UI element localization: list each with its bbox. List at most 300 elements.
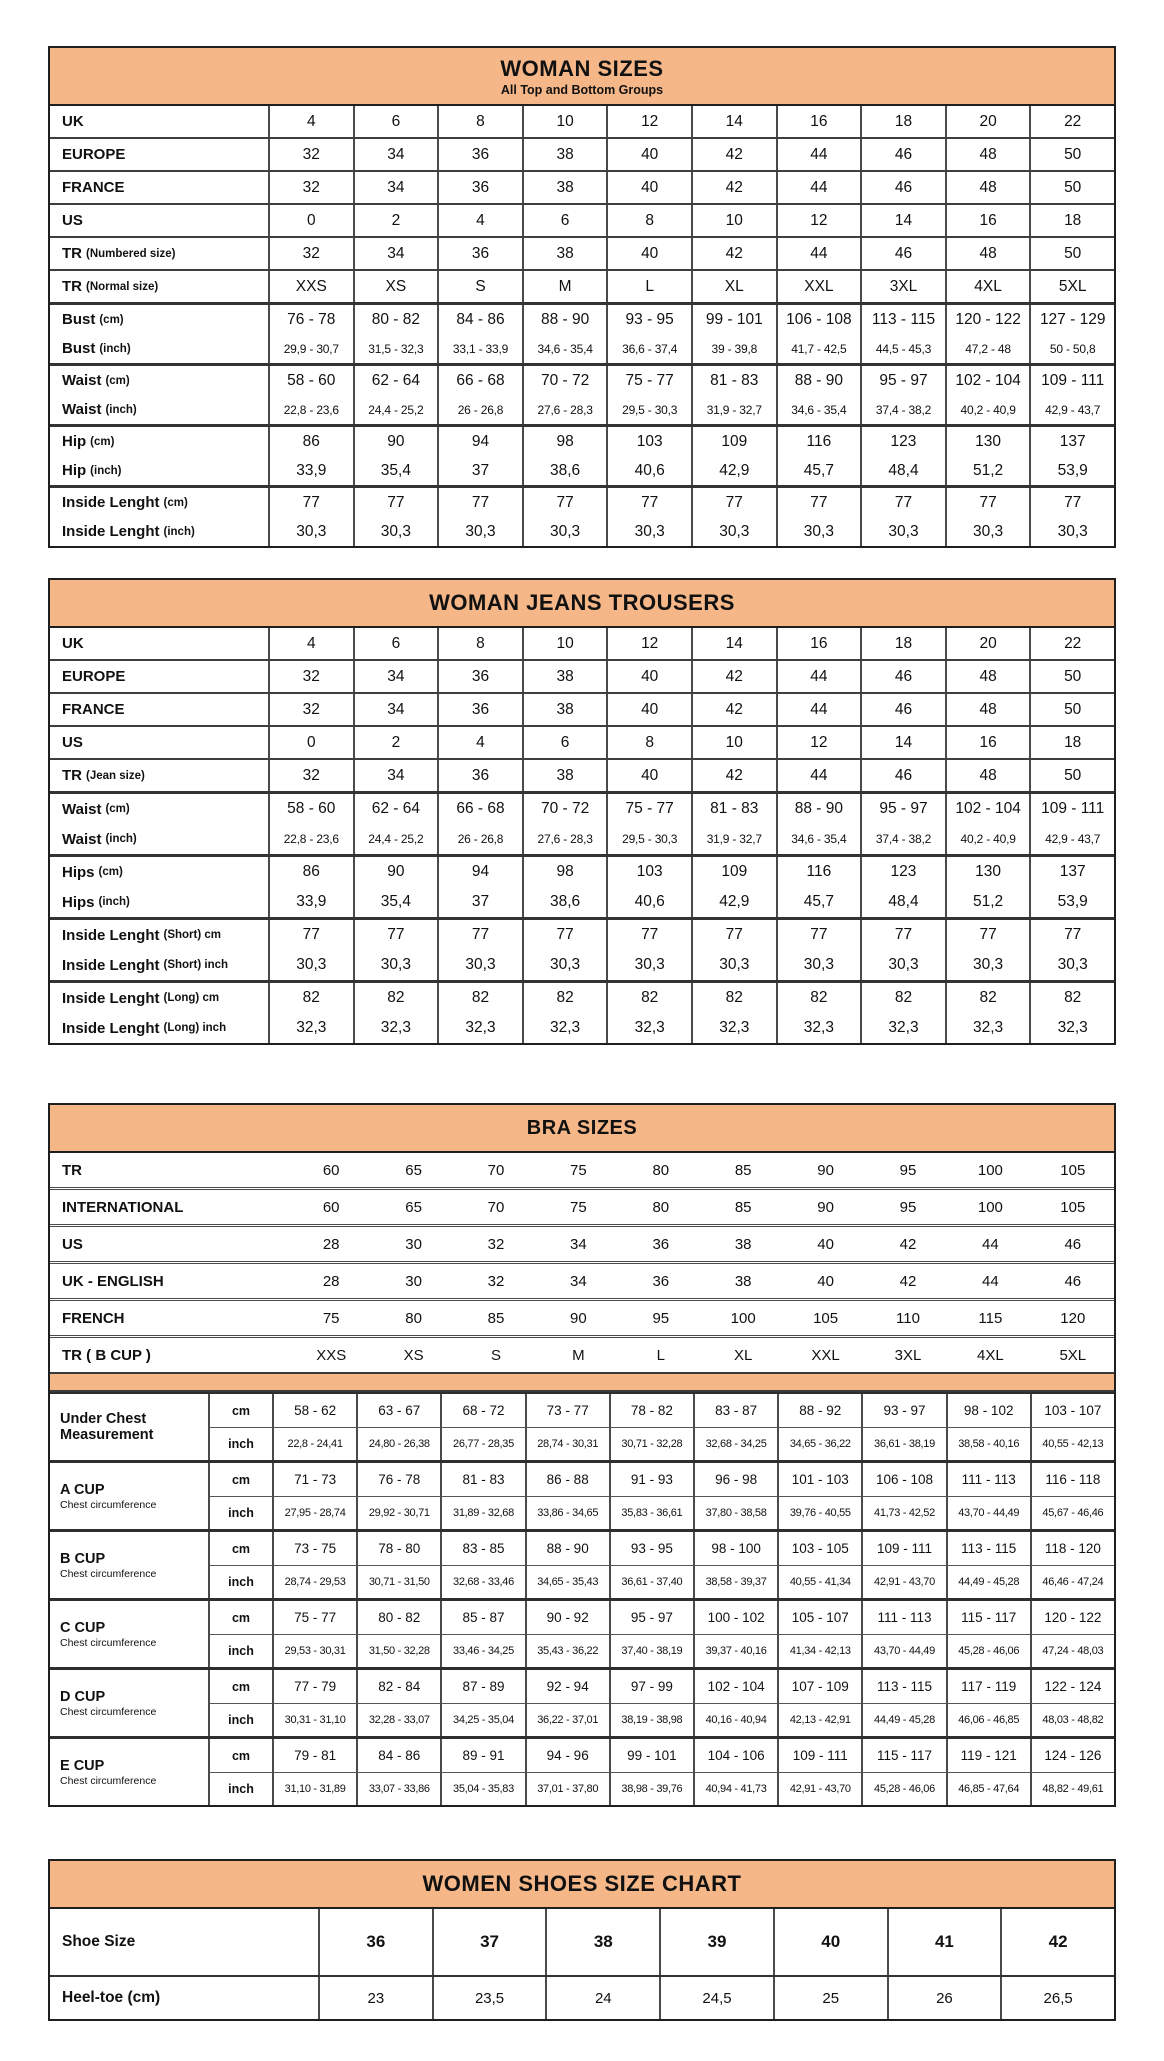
- unit-label: cm: [208, 1670, 272, 1703]
- table-row: [50, 659, 1114, 692]
- row-label: TR: [62, 1161, 82, 1179]
- cell: 66 - 68: [437, 794, 522, 824]
- cell: 40: [773, 1909, 887, 1975]
- cell: 38,19 - 38,98: [609, 1703, 693, 1736]
- cell: 116: [776, 857, 861, 887]
- cell: 62 - 64: [353, 366, 438, 395]
- cell: 6: [522, 727, 607, 758]
- cell: 24,5: [659, 1977, 773, 2019]
- row-label: Inside Lenght (Long) cm: [62, 989, 220, 1007]
- cell: 73 - 75: [272, 1532, 356, 1565]
- cell: 40: [606, 760, 691, 791]
- cell: 82: [860, 983, 945, 1013]
- cell: 97 - 99: [609, 1670, 693, 1703]
- table-row: [50, 334, 1114, 363]
- cell: 46: [1064, 1272, 1082, 1290]
- cell: 80: [652, 1161, 670, 1179]
- row-label: FRANCE: [62, 179, 125, 196]
- cell: 82: [353, 983, 438, 1013]
- cell: 32: [268, 139, 353, 170]
- woman-sizes-rows: [50, 106, 1114, 546]
- cell: 32,3: [606, 1013, 691, 1043]
- cell: 76 - 78: [268, 305, 353, 334]
- cell: 32: [268, 238, 353, 269]
- cell: 91 - 93: [609, 1463, 693, 1496]
- cell: 32,28 - 33,07: [356, 1703, 440, 1736]
- table-row: [50, 302, 1114, 334]
- cell: 118 - 120: [1030, 1532, 1114, 1565]
- table-row: [50, 1153, 1114, 1187]
- cell: 8: [606, 205, 691, 236]
- cell: 84 - 86: [437, 305, 522, 334]
- table-row: [50, 456, 1114, 485]
- cell: 106 - 108: [776, 305, 861, 334]
- cell: 65: [405, 1161, 422, 1179]
- cell: 38: [522, 661, 607, 692]
- cell: XS: [403, 1346, 424, 1364]
- cell: 45,7: [776, 456, 861, 485]
- bra-title-band: [50, 1105, 1114, 1153]
- cell: 111 - 113: [946, 1463, 1030, 1496]
- woman-sizes-table: [48, 46, 1116, 548]
- cell: 26,5: [1000, 1977, 1114, 2019]
- bra-group: [50, 1667, 1114, 1736]
- cell: 37,80 - 38,58: [693, 1496, 777, 1529]
- cell: 78 - 82: [609, 1394, 693, 1427]
- shoes-title-band: [50, 1861, 1114, 1909]
- cell: 34: [353, 661, 438, 692]
- cell: 50: [1029, 139, 1114, 170]
- cell: 42,9: [691, 887, 776, 917]
- cell: 32,3: [945, 1013, 1030, 1043]
- cell: 32,68 - 34,25: [693, 1427, 777, 1460]
- cell: 30,3: [1029, 517, 1114, 546]
- cell: 40,16 - 40,94: [693, 1703, 777, 1736]
- cell: 60: [322, 1198, 340, 1216]
- bra-sizes-table: [48, 1103, 1116, 1807]
- cell: 50: [1029, 172, 1114, 203]
- cell: 30,3: [776, 950, 861, 980]
- cell: 34,6 - 35,4: [776, 824, 861, 854]
- cell: XS: [353, 271, 438, 302]
- table-row: [50, 917, 1114, 950]
- row-label: Hips (inch): [62, 893, 130, 911]
- unit-label: inch: [208, 1634, 272, 1667]
- cell: 109 - 111: [777, 1739, 861, 1772]
- unit-label: cm: [208, 1601, 272, 1634]
- cell: 30,3: [691, 950, 776, 980]
- cell: 34: [570, 1235, 587, 1253]
- cell: 46: [860, 760, 945, 791]
- cell: 81 - 83: [691, 366, 776, 395]
- cell: 45,28 - 46,06: [946, 1634, 1030, 1667]
- cell: 48,82 - 49,61: [1030, 1772, 1114, 1805]
- cell: 46: [1064, 1235, 1082, 1253]
- cell: 18: [860, 628, 945, 659]
- woman-sizes-title-band: [50, 48, 1114, 106]
- cell: 31,89 - 32,68: [440, 1496, 524, 1529]
- cell: 22,8 - 23,6: [268, 395, 353, 424]
- jeans-title-band: [50, 580, 1114, 628]
- cell: 30,3: [945, 517, 1030, 546]
- cell: 29,5 - 30,3: [606, 824, 691, 854]
- table-row: [50, 1187, 1114, 1224]
- cell: 77: [522, 488, 607, 517]
- unit-label: inch: [208, 1427, 272, 1460]
- cell: 0: [268, 205, 353, 236]
- row-label: Bust (inch): [62, 340, 131, 357]
- row-label: UK: [62, 113, 84, 130]
- cell: 36: [318, 1909, 432, 1975]
- cell: 103: [606, 857, 691, 887]
- cell: 39: [659, 1909, 773, 1975]
- cell: 41,34 - 42,13: [777, 1634, 861, 1667]
- cell: 35,04 - 35,83: [440, 1772, 524, 1805]
- cell: 36,61 - 37,40: [609, 1565, 693, 1598]
- cell: 31,10 - 31,89: [272, 1772, 356, 1805]
- cell: 90: [353, 427, 438, 456]
- cell: 48,03 - 48,82: [1030, 1703, 1114, 1736]
- cell: 30,3: [353, 950, 438, 980]
- cell: 58 - 62: [272, 1394, 356, 1427]
- cell: 32,3: [353, 1013, 438, 1043]
- table-row: [50, 203, 1114, 236]
- cell: 33,9: [268, 887, 353, 917]
- cell: 130: [945, 427, 1030, 456]
- cell: 36: [437, 139, 522, 170]
- cell: 79 - 81: [272, 1739, 356, 1772]
- cell: 40,2 - 40,9: [945, 395, 1030, 424]
- cell: 40,2 - 40,9: [945, 824, 1030, 854]
- cell: 77: [691, 488, 776, 517]
- cell: M: [522, 271, 607, 302]
- cell: 90: [570, 1309, 587, 1327]
- cell: 40: [606, 139, 691, 170]
- cell: 44,49 - 45,28: [946, 1565, 1030, 1598]
- cell: 106 - 108: [861, 1463, 945, 1496]
- cell: 123: [860, 857, 945, 887]
- cell: 41: [887, 1909, 1001, 1975]
- cell: 14: [860, 205, 945, 236]
- cell: 63 - 67: [356, 1394, 440, 1427]
- cell: 37: [437, 456, 522, 485]
- cell: 80 - 82: [356, 1601, 440, 1634]
- cell: 8: [606, 727, 691, 758]
- cell: L: [606, 271, 691, 302]
- cell: 32,3: [268, 1013, 353, 1043]
- cell: 93 - 95: [606, 305, 691, 334]
- cell: 36,22 - 37,01: [525, 1703, 609, 1736]
- row-label: Waist (cm): [62, 372, 130, 389]
- cell: 2: [353, 727, 438, 758]
- cell: 99 - 101: [609, 1739, 693, 1772]
- cell: 12: [606, 106, 691, 137]
- bra-group: [50, 1736, 1114, 1805]
- cell: 27,6 - 28,3: [522, 395, 607, 424]
- cell: 47,24 - 48,03: [1030, 1634, 1114, 1667]
- cell: 109 - 111: [1029, 794, 1114, 824]
- cell: 102 - 104: [693, 1670, 777, 1703]
- cell: 88 - 90: [776, 794, 861, 824]
- cell: 36,61 - 38,19: [861, 1427, 945, 1460]
- cell: 31,50 - 32,28: [356, 1634, 440, 1667]
- table-row: [50, 824, 1114, 854]
- cell: 77: [437, 488, 522, 517]
- cell: 42: [899, 1235, 917, 1253]
- cell: 51,2: [945, 887, 1030, 917]
- row-label: Under Chest Measurement: [60, 1411, 154, 1443]
- cell: 39,76 - 40,55: [777, 1496, 861, 1529]
- cell: 20: [945, 106, 1030, 137]
- cell: 77: [860, 488, 945, 517]
- cell: 6: [353, 106, 438, 137]
- cell: 24,4 - 25,2: [353, 395, 438, 424]
- cell: 66 - 68: [437, 366, 522, 395]
- cell: 32,3: [860, 1013, 945, 1043]
- cell: 48: [945, 139, 1030, 170]
- cell: 105 - 107: [777, 1601, 861, 1634]
- cell: 77: [353, 488, 438, 517]
- cell: 120 - 122: [945, 305, 1030, 334]
- row-label: FRANCE: [62, 701, 125, 718]
- cell: 22: [1029, 106, 1114, 137]
- cell: 95 - 97: [860, 794, 945, 824]
- cell: 40,94 - 41,73: [693, 1772, 777, 1805]
- cell: 94: [437, 857, 522, 887]
- cell: 40: [817, 1235, 834, 1253]
- cell: 33,46 - 34,25: [440, 1634, 524, 1667]
- cell: 117 - 119: [946, 1670, 1030, 1703]
- cell: S: [490, 1346, 501, 1364]
- cell: 77: [353, 920, 438, 950]
- cell: 10: [691, 205, 776, 236]
- cell: 84 - 86: [356, 1739, 440, 1772]
- cell: 29,92 - 30,71: [356, 1496, 440, 1529]
- cell: 104 - 106: [693, 1739, 777, 1772]
- cell: 12: [776, 727, 861, 758]
- cell: 48,4: [860, 456, 945, 485]
- cell: 22,8 - 24,41: [272, 1427, 356, 1460]
- table-row: [50, 395, 1114, 424]
- cell: 42,9 - 43,7: [1029, 824, 1114, 854]
- row-label: Inside Lenght (cm): [62, 494, 188, 511]
- cell: 77: [945, 488, 1030, 517]
- cell: 92 - 94: [525, 1670, 609, 1703]
- cell: XXS: [316, 1346, 347, 1364]
- shoes-rows: [50, 1909, 1114, 2019]
- row-label: UK - ENGLISH: [62, 1272, 164, 1290]
- cell: 109 - 111: [861, 1532, 945, 1565]
- table-row: [50, 1013, 1114, 1043]
- cell: 30,31 - 31,10: [272, 1703, 356, 1736]
- cell: 38: [522, 172, 607, 203]
- cell: 42: [691, 139, 776, 170]
- row-label: Waist (inch): [62, 401, 137, 418]
- cell: 23,5: [432, 1977, 546, 2019]
- row-label: Shoe Size: [62, 1933, 136, 1950]
- divider-strip: [50, 1372, 1114, 1392]
- cell: 18: [860, 106, 945, 137]
- cell: 88 - 90: [776, 366, 861, 395]
- cell: 14: [691, 106, 776, 137]
- cell: 70: [487, 1198, 505, 1216]
- cell: 90: [817, 1161, 834, 1179]
- cell: 4: [268, 628, 353, 659]
- cell: 36: [437, 694, 522, 725]
- cell: XL: [691, 271, 776, 302]
- cell: 38,6: [522, 887, 607, 917]
- cell: 77: [945, 920, 1030, 950]
- cell: 44: [776, 694, 861, 725]
- cell: 42: [691, 661, 776, 692]
- cell: 113 - 115: [861, 1670, 945, 1703]
- cell: 40,6: [606, 456, 691, 485]
- row-label: C CUP Chest circumference: [60, 1619, 157, 1649]
- cell: 32,3: [691, 1013, 776, 1043]
- cell: 37,40 - 38,19: [609, 1634, 693, 1667]
- cell: 45,7: [776, 887, 861, 917]
- cell: 105: [813, 1309, 839, 1327]
- cell: 27,6 - 28,3: [522, 824, 607, 854]
- cell: 75: [570, 1198, 587, 1216]
- cell: 29,5 - 30,3: [606, 395, 691, 424]
- cell: 109 - 111: [1029, 366, 1114, 395]
- cell: 30,3: [1029, 950, 1114, 980]
- cell: 44: [982, 1272, 999, 1290]
- row-label: TR (Jean size): [62, 767, 145, 784]
- cell: 33,86 - 34,65: [525, 1496, 609, 1529]
- cell: 81 - 83: [440, 1463, 524, 1496]
- cell: 46,06 - 46,85: [946, 1703, 1030, 1736]
- cell: 20: [945, 628, 1030, 659]
- table-row: [50, 137, 1114, 170]
- cell: 25: [773, 1977, 887, 2019]
- cell: 12: [776, 205, 861, 236]
- cell: XXS: [268, 271, 353, 302]
- cell: 44: [776, 172, 861, 203]
- cell: 44: [776, 139, 861, 170]
- cell: 83 - 87: [693, 1394, 777, 1427]
- cell: 82: [437, 983, 522, 1013]
- cell: 77: [776, 488, 861, 517]
- cell: 3XL: [860, 271, 945, 302]
- cell: 32,3: [1029, 1013, 1114, 1043]
- cell: 42: [691, 238, 776, 269]
- cell: 88 - 90: [525, 1532, 609, 1565]
- cell: 48: [945, 760, 1030, 791]
- cell: 5XL: [1059, 1346, 1087, 1364]
- cell: 32: [268, 694, 353, 725]
- cell: 119 - 121: [946, 1739, 1030, 1772]
- cell: 26 - 26,8: [437, 824, 522, 854]
- woman-jeans-trousers-table: [48, 578, 1116, 1045]
- cell: 16: [945, 205, 1030, 236]
- cell: 34: [353, 238, 438, 269]
- cell: L: [656, 1346, 665, 1364]
- cell: 30,3: [606, 950, 691, 980]
- cell: 90: [353, 857, 438, 887]
- cell: 110: [896, 1309, 920, 1327]
- cell: 48: [945, 172, 1030, 203]
- cell: 38: [545, 1909, 659, 1975]
- cell: 98: [522, 427, 607, 456]
- cell: 30: [405, 1272, 422, 1290]
- cell: 40,55 - 41,34: [777, 1565, 861, 1598]
- cell: 127 - 129: [1029, 305, 1114, 334]
- cell: 12: [606, 628, 691, 659]
- spacer: [48, 1045, 1116, 1103]
- cell: 82: [606, 983, 691, 1013]
- cell: 137: [1029, 427, 1114, 456]
- cell: 44: [776, 238, 861, 269]
- cell: 107 - 109: [777, 1670, 861, 1703]
- cell: 50: [1029, 760, 1114, 791]
- row-label: US: [62, 212, 83, 229]
- cell: 48: [945, 661, 1030, 692]
- cell: 42,91 - 43,70: [861, 1565, 945, 1598]
- cell: 24: [545, 1977, 659, 2019]
- cell: 31,9 - 32,7: [691, 824, 776, 854]
- cell: 42: [1000, 1909, 1114, 1975]
- cell: 33,9: [268, 456, 353, 485]
- cell: 85: [734, 1198, 752, 1216]
- row-label: TR ( B CUP ): [62, 1346, 151, 1364]
- jeans-rows: [50, 628, 1114, 1043]
- cell: 34: [353, 694, 438, 725]
- cell: 33,1 - 33,9: [437, 334, 522, 363]
- cell: 86: [268, 427, 353, 456]
- cell: 77 - 79: [272, 1670, 356, 1703]
- cell: 50: [1029, 661, 1114, 692]
- cell: 36: [652, 1272, 670, 1290]
- cell: 70 - 72: [522, 366, 607, 395]
- cell: 16: [945, 727, 1030, 758]
- cell: XXL: [811, 1346, 840, 1364]
- row-label: US: [62, 1235, 83, 1253]
- cell: 77: [776, 920, 861, 950]
- table-row: [50, 1335, 1114, 1372]
- cell: 34,65 - 35,43: [525, 1565, 609, 1598]
- women-shoes-table: [48, 1859, 1116, 2021]
- cell: 103 - 105: [777, 1532, 861, 1565]
- cell: 26,77 - 28,35: [440, 1427, 524, 1460]
- cell: 77: [1029, 488, 1114, 517]
- cell: 41,73 - 42,52: [861, 1496, 945, 1529]
- cell: 30,3: [606, 517, 691, 546]
- cell: 10: [691, 727, 776, 758]
- spacer: [48, 548, 1116, 578]
- row-label: Bust (cm): [62, 311, 124, 328]
- cell: 95: [899, 1198, 917, 1216]
- table-row: [50, 106, 1114, 137]
- cell: 35,4: [353, 887, 438, 917]
- cell: 47,2 - 48: [945, 334, 1030, 363]
- cell: 95 - 97: [609, 1601, 693, 1634]
- cell: 40: [606, 661, 691, 692]
- cell: 40,6: [606, 887, 691, 917]
- cell: 75 - 77: [606, 794, 691, 824]
- cell: 42: [899, 1272, 917, 1290]
- cell: 113 - 115: [946, 1532, 1030, 1565]
- cell: 109: [691, 427, 776, 456]
- cell: 30,3: [860, 517, 945, 546]
- cell: 42,9 - 43,7: [1029, 395, 1114, 424]
- cell: 102 - 104: [945, 366, 1030, 395]
- cell: 36: [437, 661, 522, 692]
- cell: 53,9: [1029, 887, 1114, 917]
- cell: 32: [487, 1235, 505, 1253]
- cell: 95: [899, 1161, 917, 1179]
